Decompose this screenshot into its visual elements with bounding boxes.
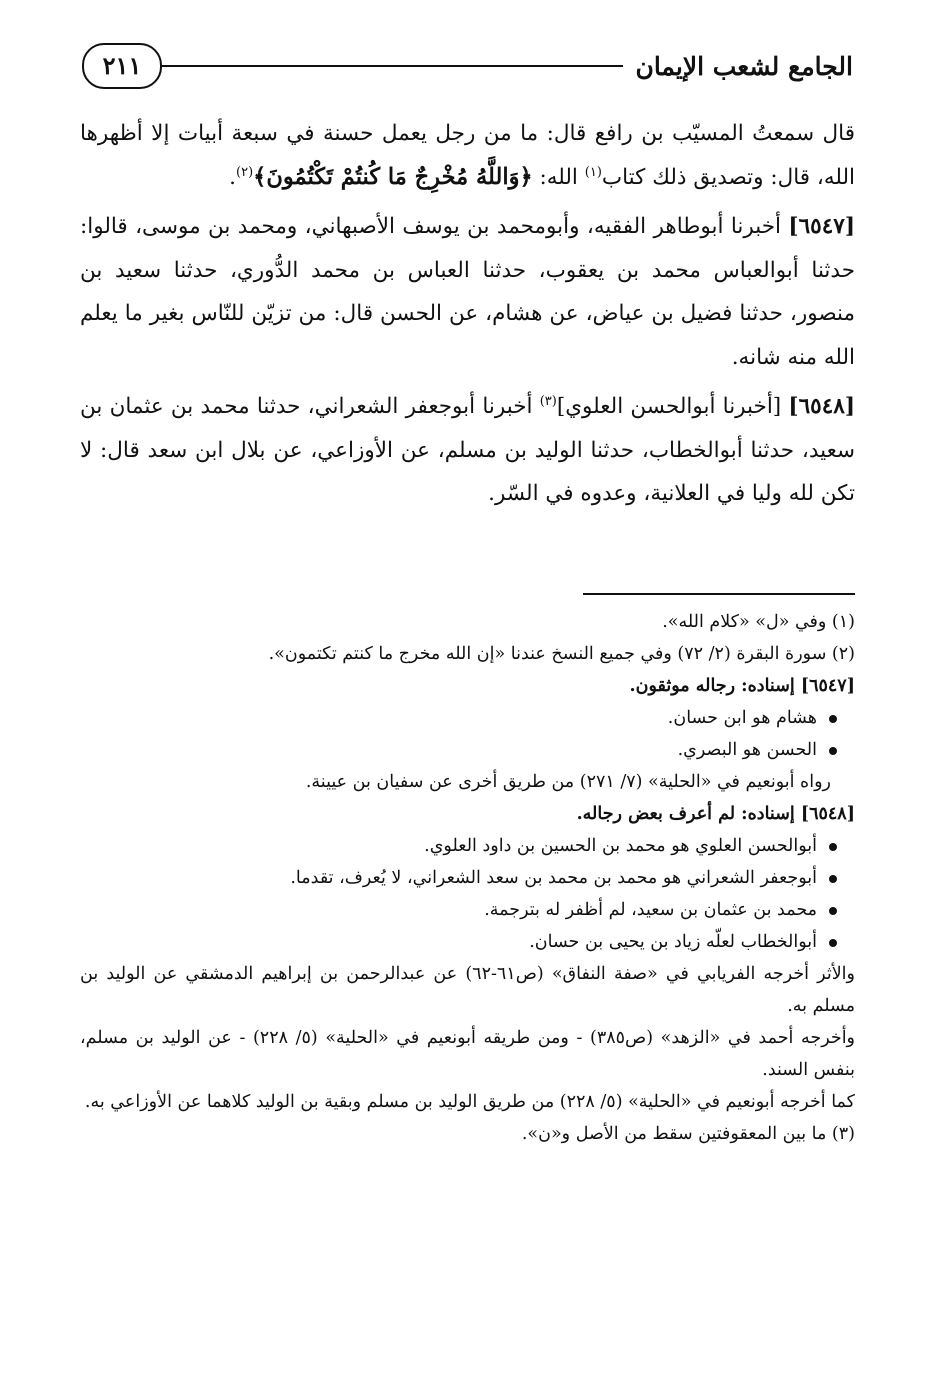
- footnotes: [80, 606, 855, 1150]
- footnote-ref-2: (٢): [236, 164, 254, 180]
- hadith-text: [أخبرنا أبوالحسن العلوي]: [556, 394, 789, 419]
- hadith-number: [٦٥٤٨]: [788, 394, 855, 419]
- header-rule: [162, 65, 623, 67]
- footnote-ref-3: (٣): [539, 393, 557, 409]
- note-6548-text: وأخرجه أحمد في «الزهد» (ص٣٨٥) - ومن طريقه أبونعيم في «الحلية» (٥/ ٢٢٨) - عن الوليد بن مسلم، بنفس السند.: [80, 1028, 856, 1080]
- paragraph-continuation: [80, 112, 855, 199]
- paragraph-text: .: [229, 164, 236, 190]
- page-number: ٢١١: [82, 43, 162, 89]
- note-6547-heading: [٦٥٤٧] إسناده: رجاله موثقون.: [629, 676, 855, 696]
- hadith-text: أخبرنا أبوطاهر الفقيه، وأبومحمد بن يوسف الأصبهاني، ومحمد بن موسى، قالوا: حدثنا أبوالعباس محمد بن يعقوب، حدثنا العباس بن محمد الدُّوري، حدثنا سعيد بن منصور، حدثنا فضيل بن عياض، عن هشام، عن الحسن قال: من تزيّن للنّاس بغير ما يعلم الله منه شانه.: [80, 214, 855, 370]
- quran-verse: ﴿وَاللَّهُ مُخْرِجٌ مَا كُنتُمْ تَكْتُمُونَ﴾: [253, 163, 533, 190]
- list-item: أبوالحسن العلوي هو محمد بن الحسين بن داود العلوي.: [80, 830, 817, 862]
- note-6548-text: والأثر أخرجه الفريابي في «صفة النفاق» (ص٦١-٦٢) عن عبدالرحمن بن إبراهيم الدمشقي عن الوليد بن مسلم به.: [80, 964, 855, 1016]
- hadith-6547: [80, 205, 855, 379]
- page-header: [82, 38, 853, 94]
- paragraph-text: قال سمعتُ المسيّب بن رافع قال: ما من رجل يعمل حسنة في سبعة أبيات إلا أظهرها الله، قال: وتصديق ذلك كتاب: [80, 121, 855, 190]
- footnote-separator: [583, 593, 855, 595]
- list-item: الحسن هو البصري.: [80, 734, 817, 766]
- list-item: محمد بن عثمان بن سعيد، لم أظفر له بترجمة.: [80, 894, 817, 926]
- note-6547-list: [80, 702, 855, 766]
- note-6547-text: رواه أبونعيم في «الحلية» (٧/ ٢٧١) من طريق أخرى عن سفيان بن عيينة.: [305, 772, 831, 792]
- main-text: [80, 112, 855, 522]
- note-6548-list: [80, 830, 855, 958]
- footnote-3: (٣) ما بين المعقوفتين سقط من الأصل و«ن».: [521, 1124, 855, 1144]
- list-item: أبوجعفر الشعراني هو محمد بن محمد بن سعد الشعراني، لا يُعرف، تقدما.: [80, 862, 817, 894]
- hadith-6548: [80, 385, 855, 516]
- footnote-ref-1: (١): [584, 164, 602, 180]
- note-6548-heading: [٦٥٤٨] إسناده: لم أعرف بعض رجاله.: [576, 804, 855, 824]
- hadith-number: [٦٥٤٧]: [788, 214, 855, 239]
- hadith-text: أخبرنا أبوجعفر الشعراني، حدثنا محمد بن عثمان بن سعيد، حدثنا أبوالخطاب، حدثنا الوليد بن مسلم، عن الأوزاعي، عن بلال ابن سعد قال: لا تكن لله وليا في العلانية، وعدوه في السّر.: [80, 394, 855, 506]
- footnote-2: (٢) سورة البقرة (٢/ ٧٢) وفي جميع النسخ عندنا «إن الله مخرج ما كنتم تكتمون».: [268, 644, 855, 664]
- list-item: هشام هو ابن حسان.: [80, 702, 817, 734]
- running-title: الجامع لشعب الإيمان: [635, 51, 853, 81]
- paragraph-text: الله:: [532, 164, 585, 190]
- note-6548-text: كما أخرجه أبونعيم في «الحلية» (٥/ ٢٢٨) من طريق الوليد بن مسلم وبقية بن الوليد كلاهما عن الأوزاعي به.: [84, 1092, 855, 1112]
- list-item: أبوالخطاب لعلّه زياد بن يحيى بن حسان.: [80, 926, 817, 958]
- footnote-1: (١) وفي «ل» «كلام الله».: [662, 612, 855, 632]
